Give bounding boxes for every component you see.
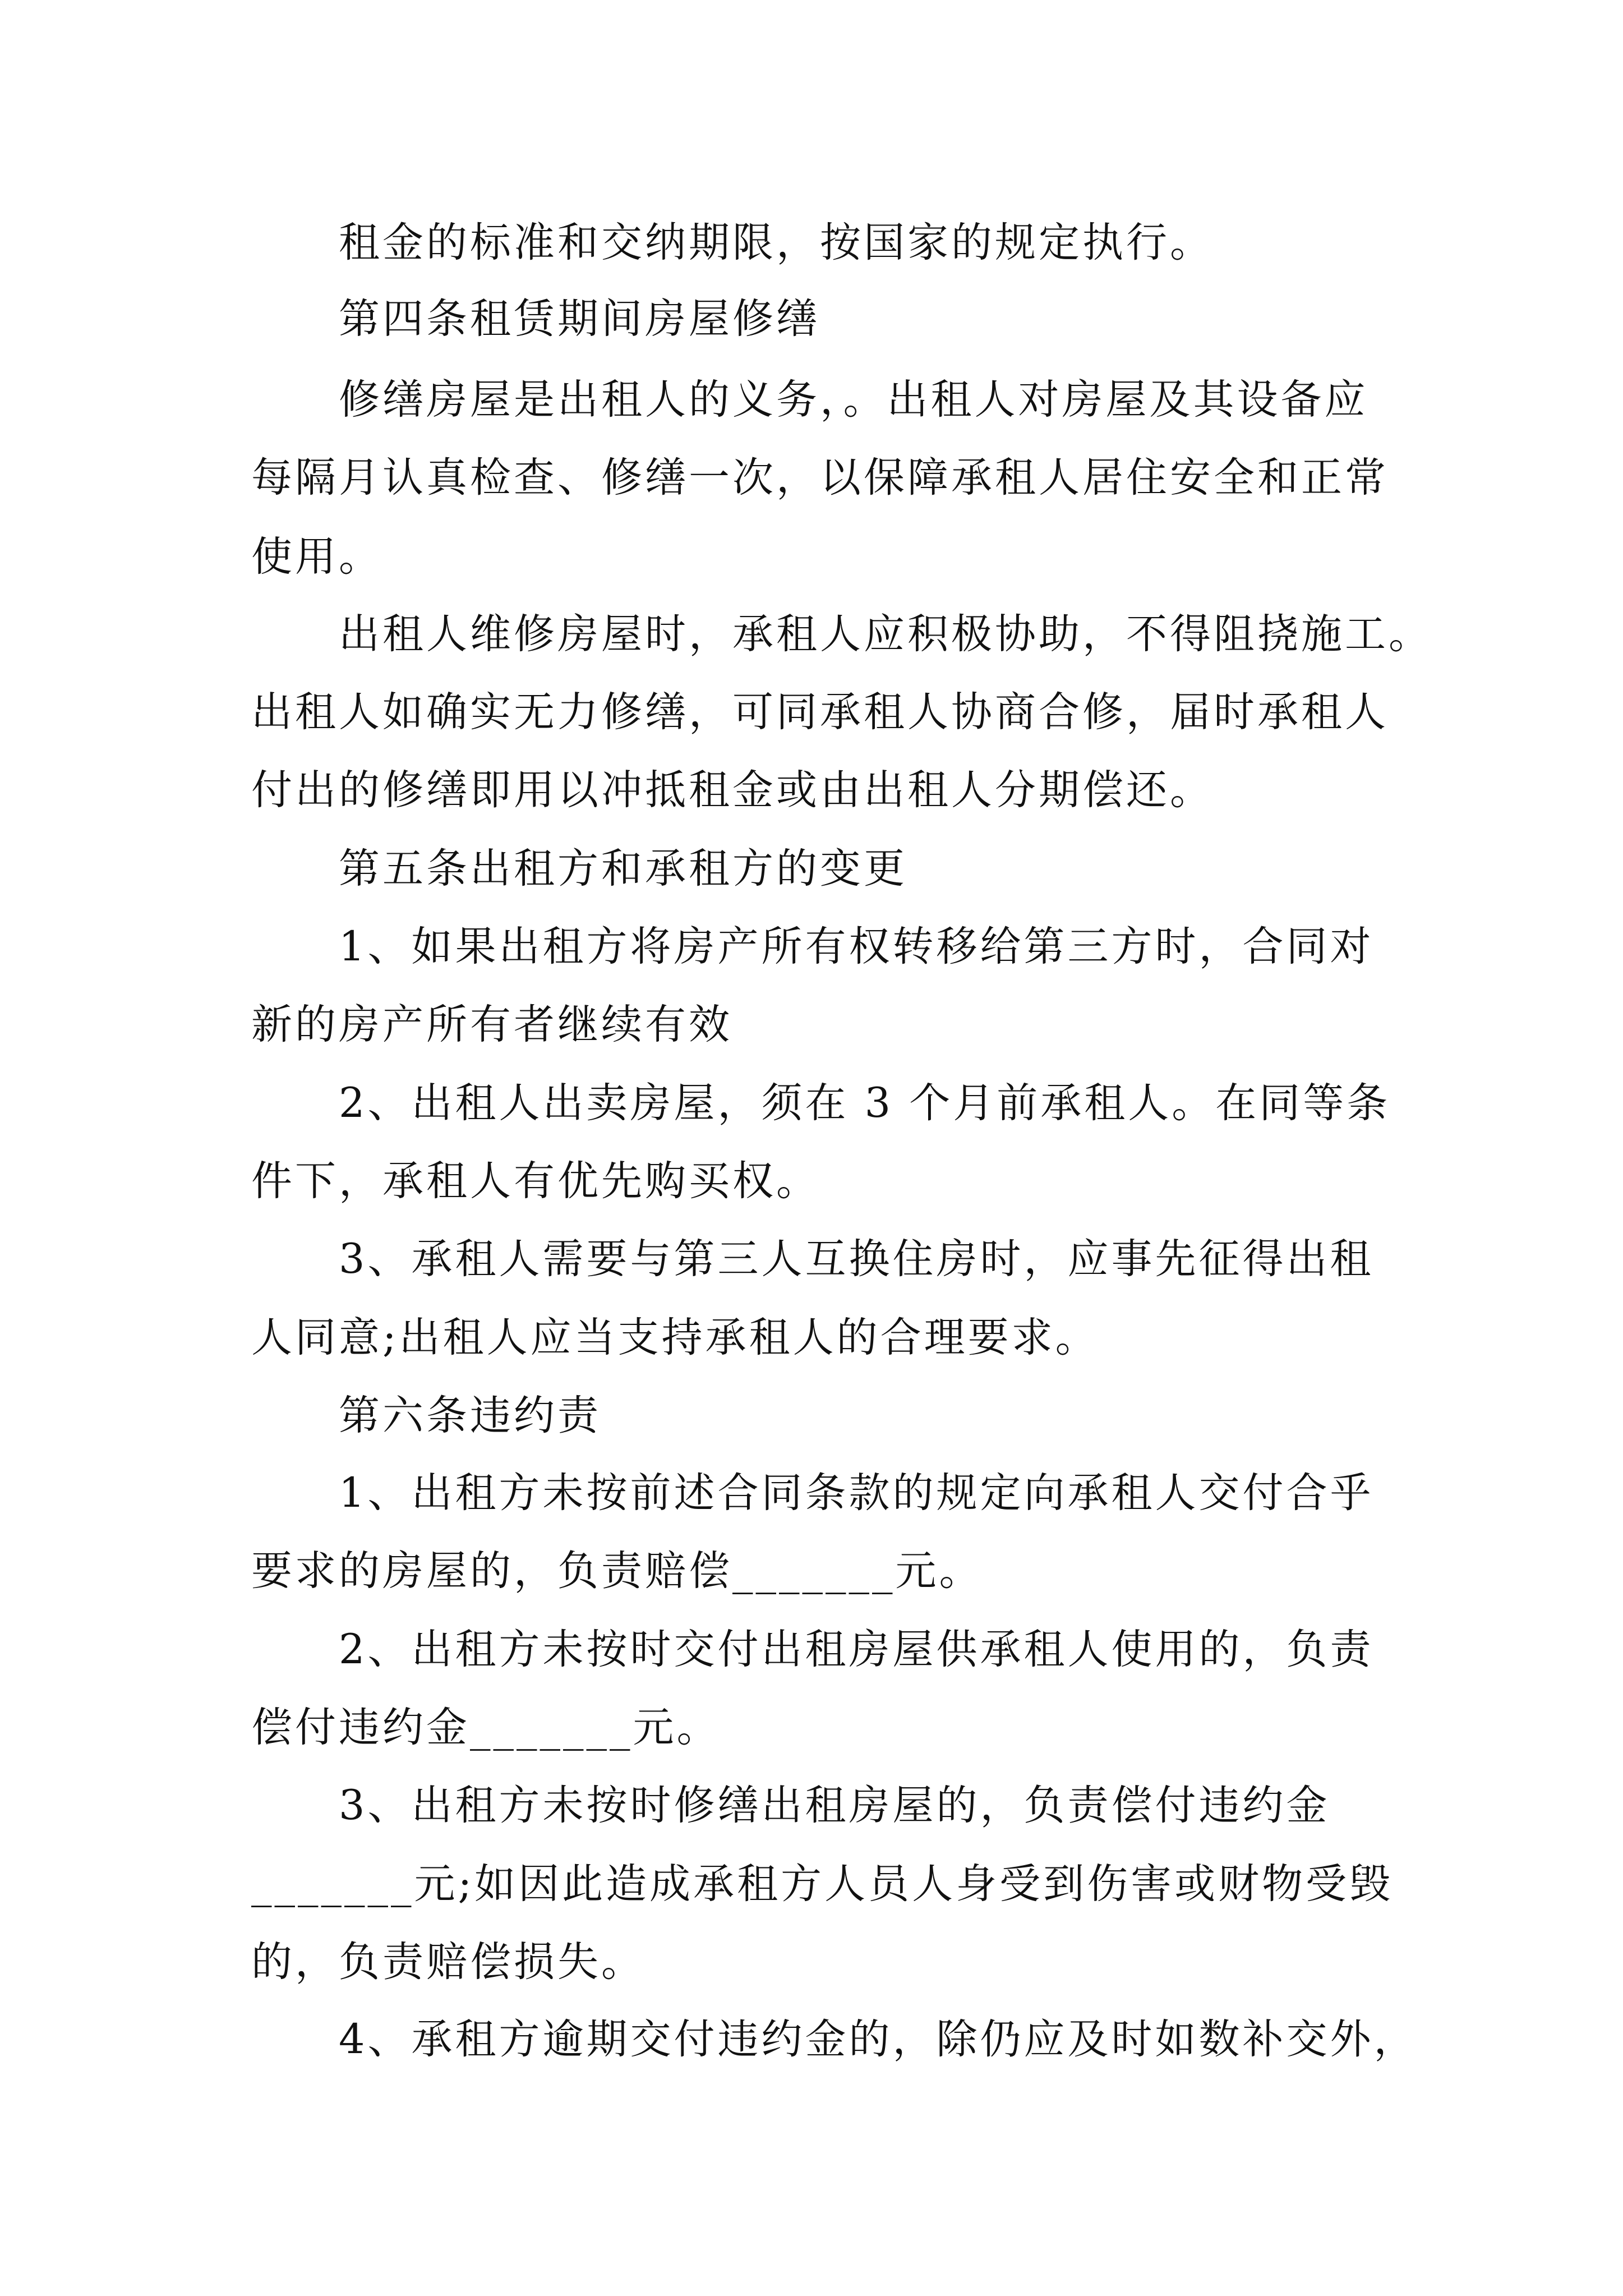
section-heading-5: 第五条出租方和承租方的变更 — [339, 845, 907, 892]
text-line-10: 1、如果出租方将房产所有权转移给第三方时，合同对 — [339, 923, 1374, 970]
text-line-17: 1、出租方未按前述合同条款的规定向承租人交付合乎 — [339, 1469, 1374, 1517]
text-line-13: 件下，承租人有优先购买权。 — [251, 1157, 820, 1205]
section-heading-4: 第四条租赁期间房屋修缮 — [339, 295, 820, 343]
text-line-11: 新的房产所有者继续有效 — [251, 1001, 732, 1048]
text-line-24: 4、承租方逾期交付违约金的，除仍应及时如数补交外， — [339, 2016, 1418, 2063]
text-line-7: 出租人如确实无力修缮，可同承租人协商合修，届时承租人 — [251, 688, 1389, 736]
text-line-20: 偿付违约金_______元。 — [251, 1704, 721, 1751]
text-line-6: 出租人维修房屋时，承租人应积极协助，不得阻挠施工。 — [339, 610, 1432, 658]
text-line-4: 每隔月认真检查、修缮一次，以保障承租人居住安全和正常 — [251, 454, 1389, 501]
text-line-23: 的，负责赔偿损失。 — [251, 1938, 645, 1986]
text-line-18: 要求的房屋的，负责赔偿_______元。 — [251, 1547, 983, 1595]
text-line-5: 使用。 — [251, 533, 382, 581]
text-line-3: 修缮房屋是出租人的义务，。出租人对房屋及其设备应 — [339, 376, 1368, 424]
text-line-14: 3、承租人需要与第三人互换住房时，应事先征得出租 — [339, 1235, 1374, 1283]
text-line-22: _______元;如因此造成承租方人员人身受到伤害或财物受毁 — [251, 1860, 1394, 1908]
text-line-15: 人同意;出租人应当支持承租人的合理要求。 — [251, 1314, 1099, 1361]
text-line-12: 2、出租人出卖房屋，须在 3 个月前承租人。在同等条 — [339, 1079, 1391, 1127]
text-line-19: 2、出租方未按时交付出租房屋供承租人使用的，负责 — [339, 1626, 1374, 1673]
text-line-1: 租金的标准和交纳期限，按国家的规定执行。 — [339, 219, 1214, 266]
text-line-8: 付出的修缮即用以冲抵租金或由出租人分期偿还。 — [251, 766, 1214, 814]
text-line-21: 3、出租方未按时修缮出租房屋的，负责偿付违约金 — [339, 1782, 1330, 1829]
section-heading-6: 第六条违约责 — [339, 1392, 601, 1439]
